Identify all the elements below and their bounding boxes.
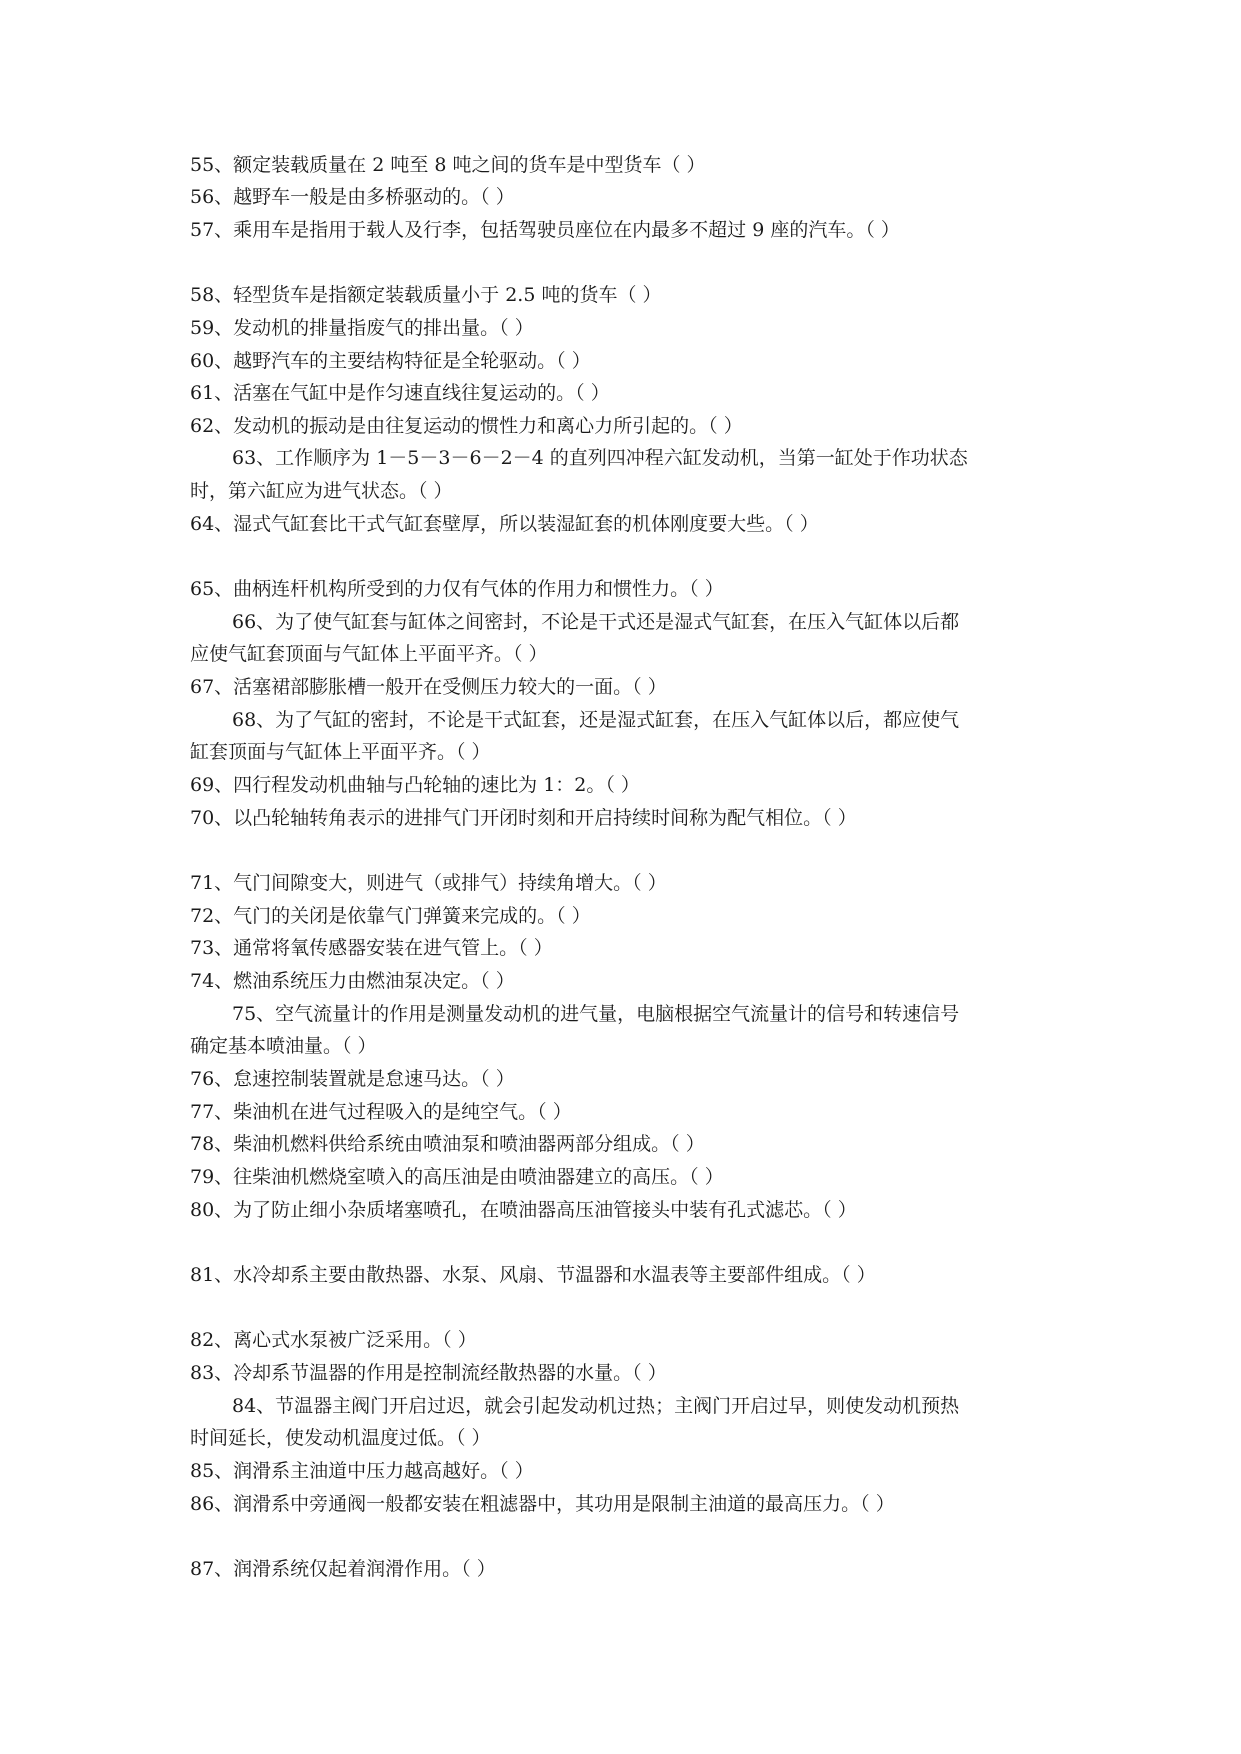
question-57: 57、乘用车是指用于载人及行李，包括驾驶员座位在内最多不超过 9 座的汽车。（ ）: [190, 219, 900, 241]
question-58: 58、轻型货车是指额定装载质量小于 2.5 吨的货车（ ）: [190, 284, 662, 306]
question-62: 62、发动机的振动是由往复运动的惯性力和离心力所引起的。（ ）: [190, 415, 743, 437]
question-69: 69、四行程发动机曲轴与凸轮轴的速比为 1：2。（ ）: [190, 774, 640, 796]
question-68-line-1: 68、为了气缸的密封，不论是干式缸套，还是湿式缸套，在压入气缸体以后，都应使气: [232, 709, 960, 731]
question-77: 77、柴油机在进气过程吸入的是纯空气。（ ）: [190, 1101, 572, 1123]
question-79: 79、往柴油机燃烧室喷入的高压油是由喷油器建立的高压。（ ）: [190, 1166, 724, 1188]
question-66-line-1: 66、为了使气缸套与缸体之间密封，不论是干式还是湿式气缸套，在压入气缸体以后都: [232, 611, 960, 633]
question-80: 80、为了防止细小杂质堵塞喷孔，在喷油器高压油管接头中装有孔式滤芯。（ ）: [190, 1199, 857, 1221]
question-73: 73、通常将氧传感器安装在进气管上。（ ）: [190, 937, 553, 959]
question-60: 60、越野汽车的主要结构特征是全轮驱动。（ ）: [190, 350, 591, 372]
question-70: 70、以凸轮轴转角表示的进排气门开闭时刻和开启持续时间称为配气相位。（ ）: [190, 807, 857, 829]
question-86: 86、润滑系中旁通阀一般都安装在粗滤器中，其功用是限制主油道的最高压力。（ ）: [190, 1493, 895, 1515]
question-59: 59、发动机的排量指废气的排出量。（ ）: [190, 317, 534, 339]
question-56: 56、越野车一般是由多桥驱动的。（ ）: [190, 186, 515, 208]
question-68-line-2: 缸套顶面与气缸体上平面平齐。（ ）: [190, 741, 491, 763]
question-82: 82、离心式水泵被广泛采用。（ ）: [190, 1329, 477, 1351]
question-72: 72、气门的关闭是依靠气门弹簧来完成的。（ ）: [190, 905, 591, 927]
question-75-line-2: 确定基本喷油量。（ ）: [190, 1035, 377, 1057]
question-64: 64、湿式气缸套比干式气缸套壁厚，所以装湿缸套的机体刚度要大些。（ ）: [190, 513, 819, 535]
question-87: 87、润滑系统仅起着润滑作用。（ ）: [190, 1558, 496, 1580]
question-75-line-1: 75、空气流量计的作用是测量发动机的进气量，电脑根据空气流量计的信号和转速信号: [232, 1003, 960, 1025]
question-61: 61、活塞在气缸中是作匀速直线往复运动的。（ ）: [190, 382, 610, 404]
question-71: 71、气门间隙变大，则进气（或排气）持续角增大。（ ）: [190, 872, 667, 894]
question-83: 83、冷却系节温器的作用是控制流经散热器的水量。（ ）: [190, 1362, 667, 1384]
question-67: 67、活塞裙部膨胀槽一般开在受侧压力较大的一面。（ ）: [190, 676, 667, 698]
question-55: 55、额定装载质量在 2 吨至 8 吨之间的货车是中型货车（ ）: [190, 154, 706, 176]
question-85: 85、润滑系主油道中压力越高越好。（ ）: [190, 1460, 534, 1482]
question-84-line-1: 84、节温器主阀门开启过迟，就会引起发动机过热；主阀门开启过早，则使发动机预热: [232, 1395, 960, 1417]
question-65: 65、曲柄连杆机构所受到的力仅有气体的作用力和惯性力。（ ）: [190, 578, 724, 600]
question-74: 74、燃油系统压力由燃油泵决定。（ ）: [190, 970, 515, 992]
question-84-line-2: 时间延长，使发动机温度过低。（ ）: [190, 1427, 491, 1449]
question-78: 78、柴油机燃料供给系统由喷油泵和喷油器两部分组成。（ ）: [190, 1133, 705, 1155]
question-66-line-2: 应使气缸套顶面与气缸体上平面平齐。（ ）: [190, 643, 548, 665]
question-63-line-2: 时，第六缸应为进气状态。（ ）: [190, 480, 453, 502]
question-81: 81、水冷却系主要由散热器、水泵、风扇、节温器和水温表等主要部件组成。（ ）: [190, 1264, 876, 1286]
question-63-line-1: 63、工作顺序为 1－5－3－6－2－4 的直列四冲程六缸发动机，当第一缸处于作功状态: [232, 447, 968, 469]
question-76: 76、怠速控制装置就是怠速马达。（ ）: [190, 1068, 515, 1090]
